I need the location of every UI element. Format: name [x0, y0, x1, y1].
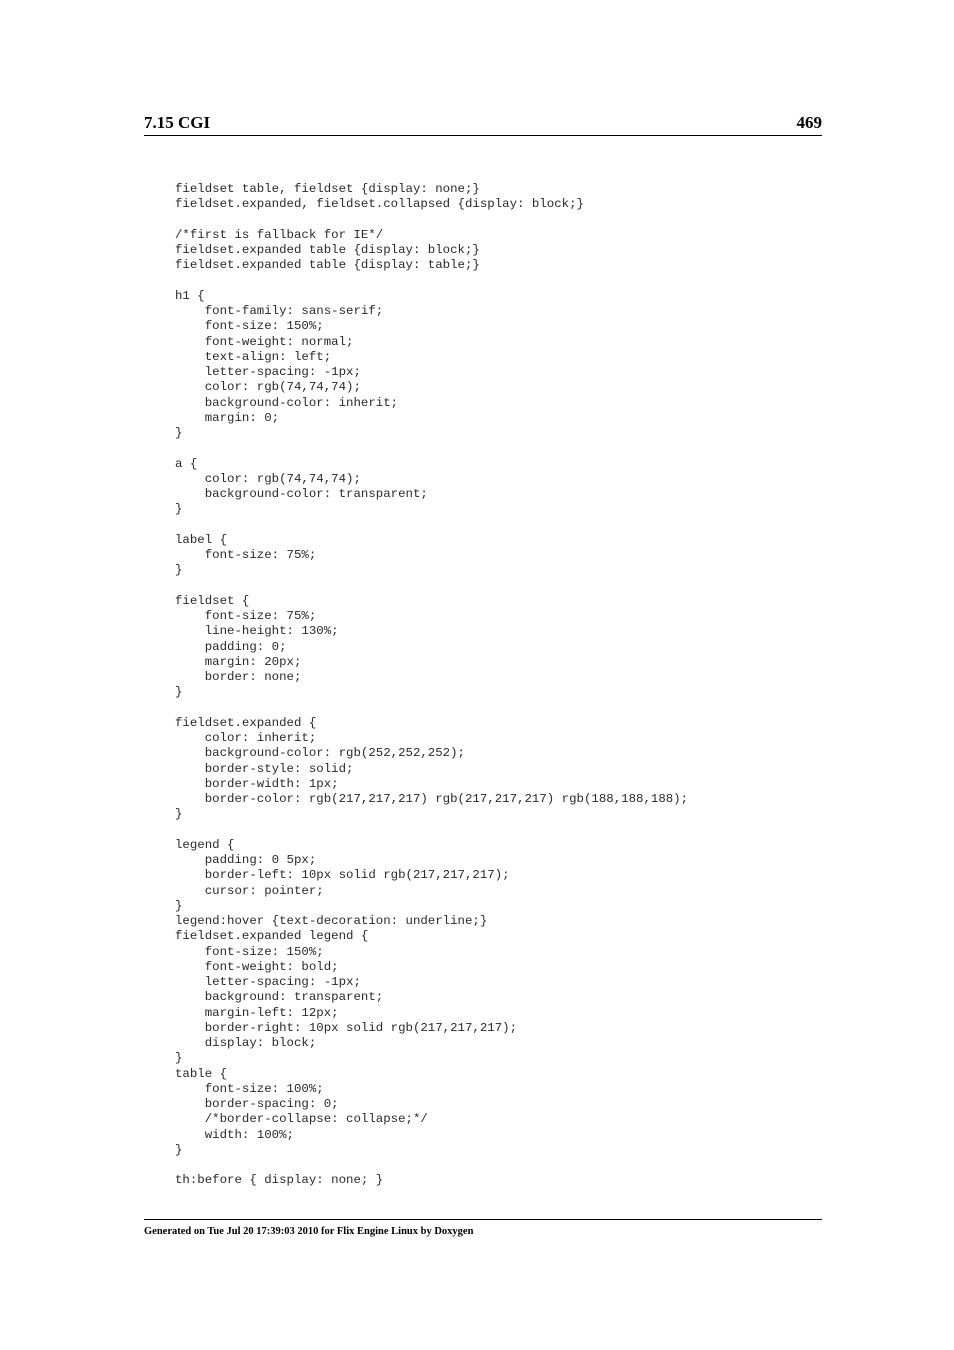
- code-line: }: [175, 563, 183, 578]
- code-line: table {: [175, 1066, 228, 1081]
- code-line: background-color: inherit;: [175, 395, 399, 410]
- code-line: letter-spacing: -1px;: [175, 975, 361, 989]
- code-line: border-left: 10px solid rgb(217,217,217);: [175, 868, 510, 883]
- code-line: font-size: 150%;: [175, 944, 324, 959]
- code-line: letter-spacing: -1px;: [175, 365, 361, 379]
- code-line: margin: 0;: [175, 410, 280, 425]
- code-line: background-color: transparent;: [175, 487, 428, 501]
- code-line: fieldset.expanded legend {: [175, 929, 369, 944]
- code-line: /*border-collapse: collapse;*/: [175, 1112, 428, 1127]
- code-line: color: inherit;: [175, 731, 317, 745]
- code-line: border-spacing: 0;: [175, 1097, 339, 1111]
- code-line: background-color: rgb(252,252,252);: [175, 746, 465, 761]
- code-line: [175, 213, 688, 228]
- code-line: width: 100%;: [175, 1127, 294, 1142]
- code-line: fieldset table, fieldset {display: none;}: [175, 182, 480, 196]
- code-listing: [175, 182, 688, 1189]
- code-line: line-height: 130%;: [175, 624, 339, 639]
- code-line: [175, 274, 688, 289]
- code-line: border-style: solid;: [175, 761, 354, 776]
- code-line: cursor: pointer;: [175, 883, 324, 898]
- code-line: h1 {: [175, 288, 205, 303]
- code-line: label {: [175, 532, 228, 547]
- code-line: fieldset.expanded {: [175, 715, 317, 730]
- code-line: font-size: 75%;: [175, 548, 317, 562]
- code-line: legend:hover {text-decoration: underline;}: [175, 914, 488, 928]
- code-line: font-size: 150%;: [175, 319, 324, 334]
- code-line: fieldset.expanded table {display: table;}: [175, 258, 480, 273]
- code-line: padding: 0 5px;: [175, 853, 317, 867]
- page-header: [144, 113, 822, 136]
- code-line: }: [175, 685, 183, 700]
- code-line: fieldset.expanded, fieldset.collapsed {display: block;}: [175, 197, 584, 212]
- code-line: }: [175, 1051, 183, 1066]
- code-line: border: none;: [175, 670, 302, 684]
- code-line: /*first is fallback for IE*/: [175, 227, 384, 242]
- code-line: [175, 823, 688, 838]
- code-line: }: [175, 502, 183, 517]
- code-line: font-size: 75%;: [175, 609, 317, 623]
- code-line: fieldset.expanded table {display: block;}: [175, 243, 480, 257]
- page-footer: [144, 1219, 822, 1237]
- code-line: fieldset {: [175, 593, 250, 608]
- code-line: th:before { display: none; }: [175, 1173, 384, 1188]
- code-line: a {: [175, 456, 198, 471]
- code-line: padding: 0;: [175, 639, 287, 654]
- section-title: 7.15 CGI: [144, 113, 211, 132]
- code-line: font-weight: normal;: [175, 334, 354, 349]
- code-line: font-family: sans-serif;: [175, 304, 384, 318]
- code-line: background: transparent;: [175, 990, 384, 1005]
- code-line: }: [175, 1142, 183, 1157]
- page-number: 469: [796, 113, 822, 132]
- code-line: [175, 1158, 688, 1173]
- code-line: }: [175, 807, 183, 822]
- code-line: [175, 701, 688, 716]
- code-line: [175, 518, 688, 533]
- code-line: [175, 579, 688, 594]
- code-line: margin: 20px;: [175, 654, 302, 669]
- code-line: }: [175, 898, 183, 913]
- code-line: font-weight: bold;: [175, 959, 339, 974]
- code-line: border-right: 10px solid rgb(217,217,217);: [175, 1020, 518, 1035]
- code-line: border-color: rgb(217,217,217) rgb(217,217,217) rgb(188,188,188);: [175, 792, 689, 806]
- code-line: [175, 441, 688, 456]
- code-line: legend {: [175, 837, 235, 852]
- code-line: display: block;: [175, 1036, 317, 1050]
- code-line: }: [175, 426, 183, 440]
- footer-text: Generated on Tue Jul 20 17:39:03 2010 for Flix Engine Linux by Doxygen: [144, 1226, 474, 1237]
- code-line: margin-left: 12px;: [175, 1005, 339, 1020]
- code-line: color: rgb(74,74,74);: [175, 380, 361, 395]
- code-line: border-width: 1px;: [175, 776, 339, 791]
- code-line: color: rgb(74,74,74);: [175, 471, 361, 486]
- code-line: text-align: left;: [175, 349, 332, 364]
- code-line: font-size: 100%;: [175, 1081, 324, 1096]
